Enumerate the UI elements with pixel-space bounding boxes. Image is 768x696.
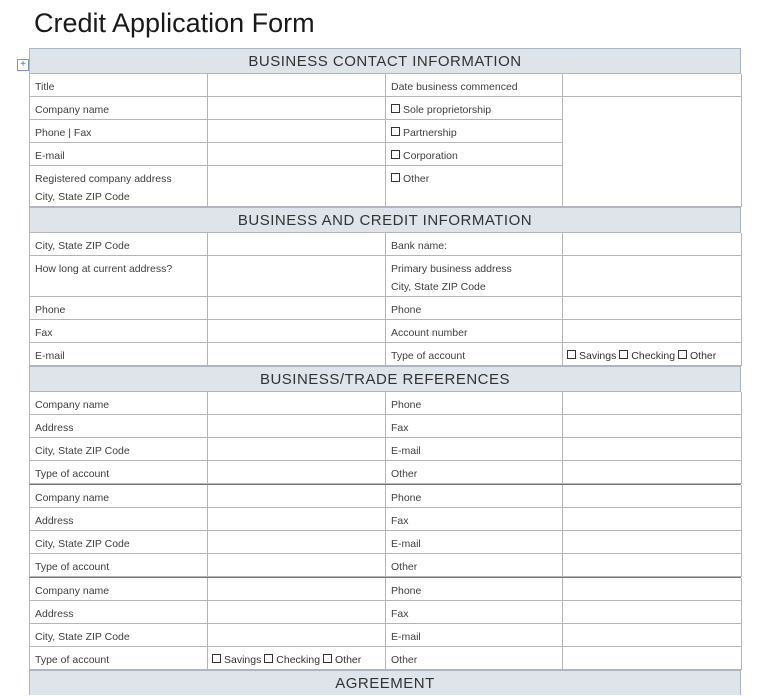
label-account-number: Account number	[386, 320, 563, 343]
label-city-state: City, State ZIP Code	[30, 531, 208, 554]
label-email: E-mail	[386, 438, 563, 461]
reference-2	[29, 484, 741, 577]
label-email: E-mail	[386, 531, 563, 554]
field-address[interactable]	[208, 508, 386, 531]
label-city-state: City, State ZIP Code	[30, 624, 208, 647]
account-type-options[interactable]: Savings Checking Other	[563, 343, 742, 366]
field-phone[interactable]	[563, 485, 742, 508]
field-bank-phone[interactable]	[563, 297, 742, 320]
label-fax: Fax	[386, 601, 563, 624]
reference-3	[29, 577, 741, 670]
credit-block	[29, 232, 741, 366]
label-other: Other	[386, 647, 563, 670]
field-company-name[interactable]	[208, 392, 386, 415]
label-phone-fax: Phone | Fax	[30, 120, 208, 143]
label-phone: Phone	[386, 578, 563, 601]
checkbox-checking[interactable]	[264, 654, 273, 663]
field-email[interactable]	[563, 438, 742, 461]
checkbox-corporation[interactable]: Corporation	[386, 143, 563, 166]
checkbox-partnership[interactable]: Partnership	[386, 120, 563, 143]
field-city-state[interactable]	[208, 531, 386, 554]
label-type-of-account: Type of account	[30, 647, 208, 670]
label-type-of-account: Type of account	[30, 554, 208, 577]
field-registered-address[interactable]	[208, 166, 386, 207]
label-registered-address: Registered company address City, State ZIP Code	[30, 166, 208, 207]
field-company-name[interactable]	[208, 578, 386, 601]
label-email: E-mail	[30, 143, 208, 166]
table-move-handle-icon[interactable]: +	[17, 59, 29, 71]
field-fax[interactable]	[563, 415, 742, 438]
field-fax[interactable]	[563, 508, 742, 531]
checkbox-icon[interactable]	[391, 127, 400, 136]
label-bank-name: Bank name:	[386, 233, 563, 256]
page-title: Credit Application Form	[34, 8, 315, 38]
field-company-name[interactable]	[208, 485, 386, 508]
label-company-name: Company name	[30, 485, 208, 508]
label-type-of-account: Type of account	[30, 461, 208, 484]
label-company-name: Company name	[30, 97, 208, 120]
label-bank-phone: Phone	[386, 297, 563, 320]
field-email[interactable]	[208, 343, 386, 366]
label-phone: Phone	[30, 297, 208, 320]
field-email[interactable]	[563, 531, 742, 554]
checkbox-savings[interactable]	[212, 654, 221, 663]
account-type-options[interactable]: Savings Checking Other	[208, 647, 386, 670]
label-email: E-mail	[30, 343, 208, 366]
field-address[interactable]	[208, 415, 386, 438]
checkbox-other[interactable]: Other	[386, 166, 563, 207]
field-address[interactable]	[208, 601, 386, 624]
label-address: Address	[30, 601, 208, 624]
label-fax: Fax	[386, 508, 563, 531]
checkbox-other[interactable]	[678, 350, 687, 359]
label-fax: Fax	[386, 415, 563, 438]
field-date-commenced[interactable]	[563, 74, 742, 97]
label-phone: Phone	[386, 392, 563, 415]
label-title: Title	[30, 74, 208, 97]
label-other: Other	[386, 554, 563, 577]
field-how-long[interactable]	[208, 256, 386, 297]
field-account-number[interactable]	[563, 320, 742, 343]
field-email[interactable]	[208, 143, 386, 166]
label-fax: Fax	[30, 320, 208, 343]
field-city-state[interactable]	[208, 438, 386, 461]
reference-1	[29, 391, 741, 484]
field-bank-name[interactable]	[563, 233, 742, 256]
field-title[interactable]	[208, 74, 386, 97]
label-address: Address	[30, 508, 208, 531]
section-header-agreement: AGREEMENT	[29, 670, 741, 695]
checkbox-sole-proprietorship[interactable]: Sole proprietorship	[386, 97, 563, 120]
field-phone[interactable]	[563, 578, 742, 601]
field-company-name[interactable]	[208, 97, 386, 120]
checkbox-other[interactable]	[323, 654, 332, 663]
field-type-of-account[interactable]	[208, 461, 386, 484]
field-other[interactable]	[563, 554, 742, 577]
field-email[interactable]	[563, 624, 742, 647]
section-header-credit: BUSINESS AND CREDIT INFORMATION	[29, 207, 741, 232]
label-address: Address	[30, 415, 208, 438]
field-phone[interactable]	[563, 392, 742, 415]
label-date-commenced: Date business commenced	[386, 74, 563, 97]
label-company-name: Company name	[30, 392, 208, 415]
field-fax[interactable]	[208, 320, 386, 343]
label-company-name: Company name	[30, 578, 208, 601]
label-city-state: City, State ZIP Code	[30, 233, 208, 256]
section-header-references: BUSINESS/TRADE REFERENCES	[29, 366, 741, 391]
checkbox-icon[interactable]	[391, 104, 400, 113]
checkbox-icon[interactable]	[391, 150, 400, 159]
label-other: Other	[386, 461, 563, 484]
field-city-state[interactable]	[208, 233, 386, 256]
checkbox-savings[interactable]	[567, 350, 576, 359]
field-phone[interactable]	[208, 297, 386, 320]
label-how-long: How long at current address?	[30, 256, 208, 297]
label-city-state: City, State ZIP Code	[30, 438, 208, 461]
entity-type-field[interactable]	[563, 97, 742, 207]
label-type-of-account: Type of account	[386, 343, 563, 366]
field-primary-address[interactable]	[563, 256, 742, 297]
field-phone-fax[interactable]	[208, 120, 386, 143]
field-type-of-account[interactable]	[208, 554, 386, 577]
field-city-state[interactable]	[208, 624, 386, 647]
label-email: E-mail	[386, 624, 563, 647]
checkbox-checking[interactable]	[619, 350, 628, 359]
field-fax[interactable]	[563, 601, 742, 624]
label-primary-address: Primary business address City, State ZIP Code	[386, 256, 563, 297]
credit-form-table	[29, 48, 741, 695]
checkbox-icon[interactable]	[391, 173, 400, 182]
label-phone: Phone	[386, 485, 563, 508]
section-header-contact: BUSINESS CONTACT INFORMATION	[29, 48, 741, 73]
contact-block	[29, 73, 741, 207]
field-other[interactable]	[563, 461, 742, 484]
field-other[interactable]	[563, 647, 742, 670]
